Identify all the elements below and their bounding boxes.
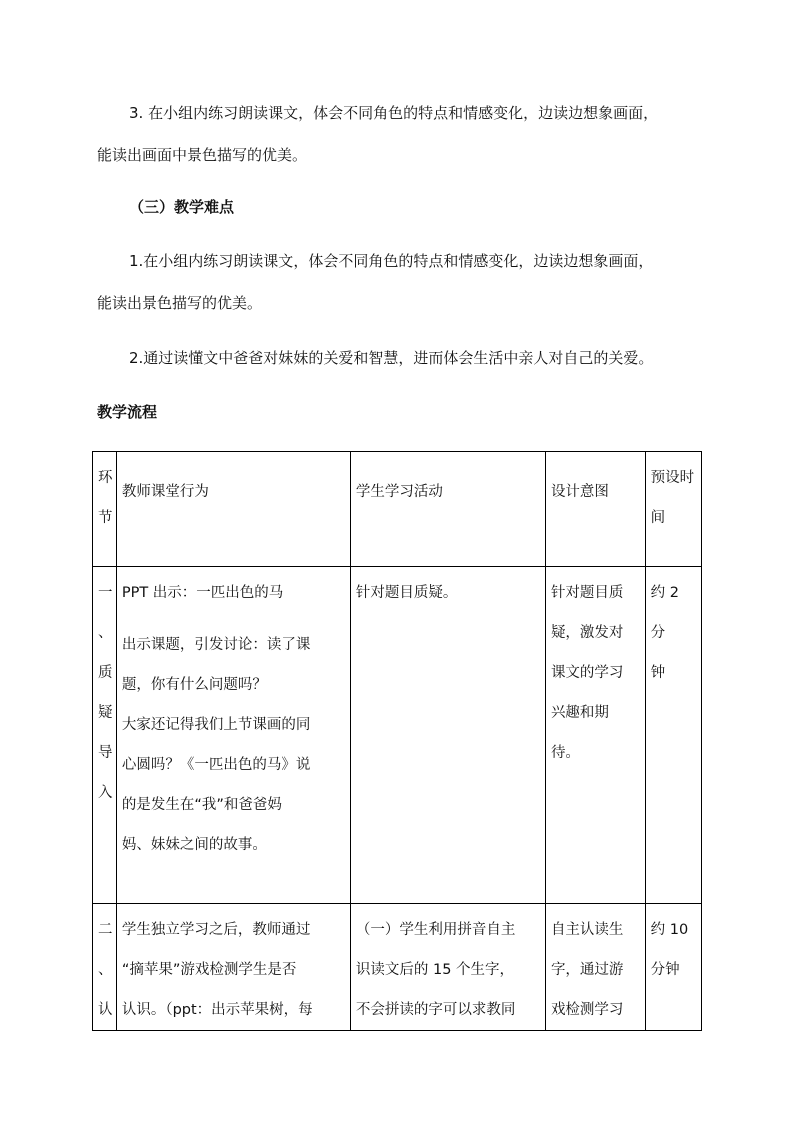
header-teacher: 教师课堂行为 [116, 452, 350, 567]
teacher-line: 心圆吗？《一匹出色的马》说 [121, 757, 311, 773]
stage-char: 认 [98, 1002, 113, 1018]
time-line: 约 2 分 [650, 585, 679, 641]
intent-line: 兴趣和期 [550, 705, 609, 721]
header-stage-char: 环 [98, 470, 113, 486]
table-row [93, 904, 702, 1031]
stage-char: 、 [98, 962, 113, 978]
intent-line: 自主认读生 [550, 922, 624, 938]
student-line: （一）学生利用拼音自主 [355, 922, 516, 938]
time-line: 钟 [650, 665, 666, 681]
teacher-line: 妈、妹妹之间的故事。 [121, 837, 267, 853]
header-time-line: 间 [650, 510, 666, 526]
difficulties-heading: （三）教学难点 [129, 198, 235, 216]
teacher-line: PPT 出示：一匹出色的马 [121, 585, 284, 601]
student-line: 针对题目质疑。 [355, 585, 458, 601]
intent-line: 课文的学习 [550, 665, 624, 681]
teacher-line: “摘苹果”游戏检测学生是否 [121, 962, 297, 978]
teacher-line: 出示课题，引发讨论：读了课 [121, 637, 311, 653]
difficulty-item-1 [97, 243, 707, 321]
teacher-line: 认识。（ppt：出示苹果树，每 [121, 1002, 313, 1018]
student-line: 识读文后的 15 个生字， [355, 962, 515, 978]
difficulty-item-1-line1: 1.在小组内练习朗读课文，体会不同角色的特点和情感变化，边读边想象画面， [129, 252, 654, 270]
objective-item-3 [97, 95, 707, 173]
teacher-line: 的是发生在“我”和爸爸妈 [121, 797, 282, 813]
time-line: 分钟 [650, 962, 680, 978]
header-time [645, 452, 701, 567]
header-student: 学生学习活动 [350, 452, 545, 567]
intent-line: 待。 [550, 745, 580, 761]
stage-char: 二 [98, 922, 113, 938]
flow-heading: 教学流程 [97, 403, 158, 421]
row-1-time [645, 567, 701, 904]
row-2-stage [93, 904, 117, 1031]
row-2-time [645, 904, 701, 1031]
teaching-flow-table [92, 451, 702, 1031]
stage-char: 质 [98, 665, 113, 681]
intent-line: 戏检测学习 [550, 1002, 624, 1018]
header-stage-char: 节 [98, 510, 113, 526]
objective-item-3-line1: 3. 在小组内练习朗读课文，体会不同角色的特点和情感变化，边读边想象画面， [129, 104, 659, 122]
stage-char: 导 [98, 745, 113, 761]
intent-line: 针对题目质 [550, 585, 624, 601]
stage-char: 一 [98, 585, 113, 601]
row-1-student [350, 567, 545, 904]
difficulty-item-1-line2: 能读出景色描写的优美。 [97, 294, 263, 312]
row-1-teacher [116, 567, 350, 904]
row-2-student [350, 904, 545, 1031]
table-row [93, 567, 702, 904]
stage-char: 入 [98, 785, 113, 801]
header-stage [93, 452, 117, 567]
row-1-intent [545, 567, 645, 904]
difficulty-item-2: 2.通过读懂文中爸爸对妹妹的关爱和智慧，进而体会生活中亲人对自己的关爱。 [129, 349, 654, 367]
time-line: 约 10 [650, 922, 689, 938]
header-time-line: 预设时 [650, 470, 695, 486]
header-intent: 设计意图 [545, 452, 645, 567]
teacher-line: 大家还记得我们上节课画的同 [121, 717, 311, 733]
table-header-row [93, 452, 702, 567]
stage-char: 疑 [98, 705, 113, 721]
row-1-stage [93, 567, 117, 904]
intent-line: 字，通过游 [550, 962, 624, 978]
intent-line: 疑，激发对 [550, 625, 624, 641]
row-2-teacher [116, 904, 350, 1031]
stage-char: 、 [98, 625, 113, 641]
row-2-intent [545, 904, 645, 1031]
student-line: 不会拼读的字可以求教同 [355, 1002, 516, 1018]
teacher-line: 学生独立学习之后，教师通过 [121, 922, 311, 938]
teacher-line: 题，你有什么问题吗？ [121, 677, 267, 693]
objective-item-3-line2: 能读出画面中景色描写的优美。 [97, 146, 308, 164]
